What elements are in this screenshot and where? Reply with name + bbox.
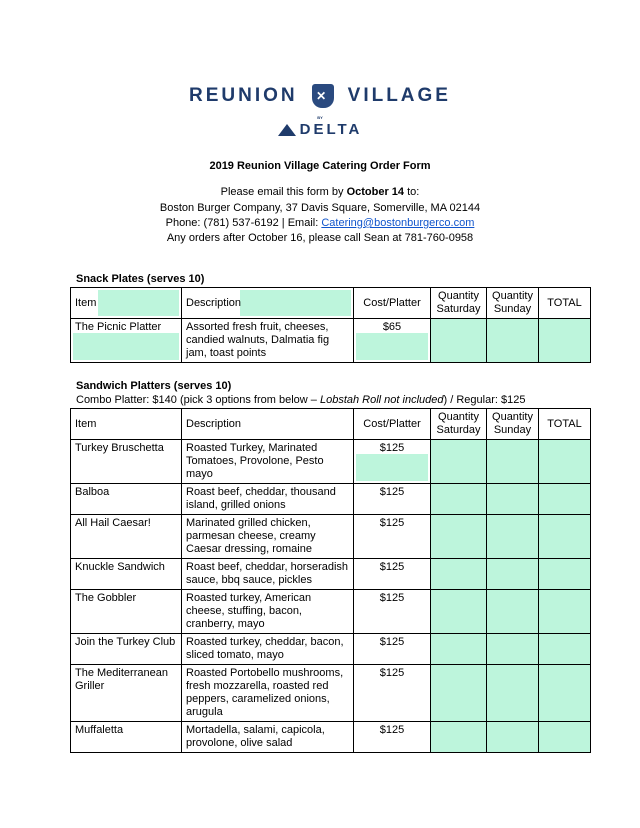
header-qty-sun: Quantity Sunday [487, 288, 539, 319]
cost-cell: $125 [354, 515, 431, 559]
item-field[interactable] [73, 333, 179, 360]
total-input[interactable] [539, 319, 591, 363]
item-cell: Join the Turkey Club [71, 634, 182, 665]
total-input[interactable] [539, 722, 591, 753]
crest-icon: ✕ [312, 84, 334, 108]
total-input[interactable] [539, 634, 591, 665]
description-cell: Mortadella, salami, capicola, provolone, olive salad [182, 722, 354, 753]
cost-cell: $125 [354, 634, 431, 665]
qty-saturday-input[interactable] [431, 484, 487, 515]
reunion-village-logo: REUNION ✕ VILLAGE [189, 85, 451, 106]
qty-saturday-input[interactable] [431, 665, 487, 722]
description-cell: Roasted Portobello mushrooms, fresh mozzarella, roasted red peppers, caramelized onions, arugula [182, 665, 354, 722]
cost-field[interactable] [356, 333, 428, 360]
form-title: 2019 Reunion Village Catering Order Form [209, 160, 431, 172]
header-cost: Cost/Platter [354, 409, 431, 440]
qty-sunday-input[interactable] [487, 319, 539, 363]
table-row [71, 559, 591, 590]
qty-sunday-input[interactable] [487, 440, 539, 484]
table-header-row [71, 288, 591, 319]
header-description: Description [182, 288, 354, 319]
table-row [71, 484, 591, 515]
description-cell: Roast beef, cheddar, horseradish sauce, bbq sauce, pickles [182, 559, 354, 590]
cost-field[interactable] [356, 454, 428, 481]
logo-by: BY [317, 115, 323, 120]
description-cell: Marinated grilled chicken, parmesan cheese, creamy Caesar dressing, romaine [182, 515, 354, 559]
snack-heading: Snack Plates (serves 10) [76, 273, 205, 285]
sandwich-table [70, 408, 591, 753]
total-input[interactable] [539, 665, 591, 722]
qty-saturday-input[interactable] [431, 319, 487, 363]
combo-note: Combo Platter: $140 (pick 3 options from below – Lobstah Roll not included) / Regular: $125 [76, 394, 526, 406]
qty-sunday-input[interactable] [487, 484, 539, 515]
description-cell: Roasted turkey, American cheese, stuffing, bacon, cranberry, mayo [182, 590, 354, 634]
address-line: Boston Burger Company, 37 Davis Square, Somerville, MA 02144 [159, 202, 481, 214]
description-cell: Assorted fresh fruit, cheeses, candied walnuts, Dalmatia fig jam, toast points [182, 319, 354, 363]
qty-sunday-input[interactable] [487, 722, 539, 753]
table-row [71, 665, 591, 722]
description-cell: Roasted turkey, cheddar, bacon, sliced tomato, mayo [182, 634, 354, 665]
item-cell: The Mediterranean Griller [71, 665, 182, 722]
table-row [71, 319, 591, 363]
table-row [71, 440, 591, 484]
header-total: TOTAL [539, 409, 591, 440]
snack-table [70, 287, 591, 363]
table-row [71, 634, 591, 665]
description-cell: Roasted Turkey, Marinated Tomatoes, Provolone, Pesto mayo [182, 440, 354, 484]
late-order-note: Any orders after October 16, please call Sean at 781-760-0958 [166, 232, 474, 244]
qty-saturday-input[interactable] [431, 722, 487, 753]
cost-cell: $125 [354, 484, 431, 515]
qty-sunday-input[interactable] [487, 665, 539, 722]
cost-cell: $125 [354, 590, 431, 634]
cost-cell: $125 [354, 440, 431, 484]
item-cell: Knuckle Sandwich [71, 559, 182, 590]
item-cell: Turkey Bruschetta [71, 440, 182, 484]
item-cell: Muffaletta [71, 722, 182, 753]
total-input[interactable] [539, 590, 591, 634]
total-input[interactable] [539, 484, 591, 515]
total-input[interactable] [539, 440, 591, 484]
qty-sunday-input[interactable] [487, 559, 539, 590]
table-row [71, 722, 591, 753]
email-deadline-line: Please email this form by October 14 to: [220, 186, 420, 198]
header-item: Item [71, 288, 182, 319]
table-header-row [71, 409, 591, 440]
item-cell: Balboa [71, 484, 182, 515]
delta-triangle-icon [278, 124, 296, 136]
qty-saturday-input[interactable] [431, 515, 487, 559]
header-total: TOTAL [539, 288, 591, 319]
item-cell: All Hail Caesar! [71, 515, 182, 559]
contact-line: Phone: (781) 537-6192 | Email: Catering@bostonburgerco.com [165, 217, 475, 229]
total-input[interactable] [539, 559, 591, 590]
table-row [71, 590, 591, 634]
item-cell: The Picnic Platter [71, 319, 182, 363]
description-cell: Roast beef, cheddar, thousand island, grilled onions [182, 484, 354, 515]
table-row [71, 515, 591, 559]
header-qty-sat: Quantity Saturday [431, 288, 487, 319]
header-qty-sun: Quantity Sunday [487, 409, 539, 440]
description-header-field[interactable] [240, 290, 351, 316]
cost-cell: $125 [354, 559, 431, 590]
qty-sunday-input[interactable] [487, 515, 539, 559]
delta-logo: DELTA [0, 121, 640, 138]
qty-saturday-input[interactable] [431, 590, 487, 634]
qty-sunday-input[interactable] [487, 634, 539, 665]
item-cell: The Gobbler [71, 590, 182, 634]
header-qty-sat: Quantity Saturday [431, 409, 487, 440]
email-link[interactable]: Catering@bostonburgerco.com [321, 217, 475, 229]
qty-saturday-input[interactable] [431, 440, 487, 484]
total-input[interactable] [539, 515, 591, 559]
item-header-field[interactable] [98, 290, 179, 316]
qty-saturday-input[interactable] [431, 559, 487, 590]
header-cost: Cost/Platter [354, 288, 431, 319]
sandwich-heading: Sandwich Platters (serves 10) [76, 380, 232, 392]
qty-saturday-input[interactable] [431, 634, 487, 665]
header-item: Item [71, 409, 182, 440]
header-description: Description [182, 409, 354, 440]
cost-cell: $65 [354, 319, 431, 363]
qty-sunday-input[interactable] [487, 590, 539, 634]
cost-cell: $125 [354, 665, 431, 722]
cost-cell: $125 [354, 722, 431, 753]
